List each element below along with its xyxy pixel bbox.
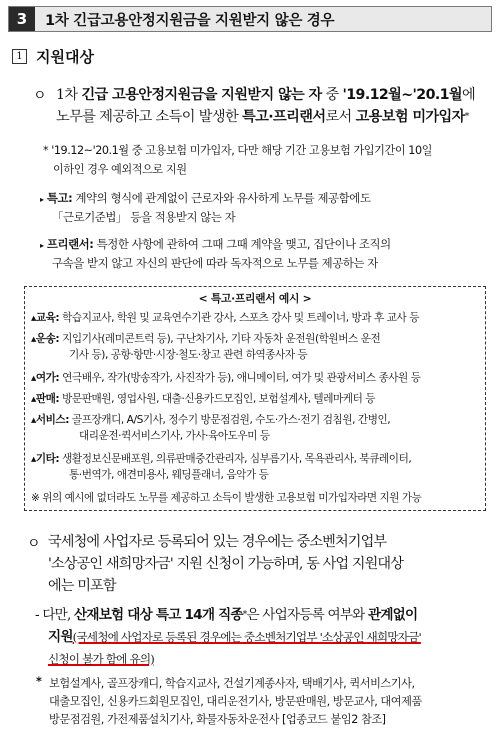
examples-title: < 특고·프리랜서 예시 > <box>198 292 312 305</box>
definition-freelancer: ▸ 프리랜서: 특정한 사항에 관하여 그때 그때 계약을 맺고, 집단이나 조직의 구속을 받지 않고 자신의 판단에 따라 독자적으로 노무를 제공하는 자 <box>40 237 391 270</box>
eligibility-paragraph <box>56 84 496 128</box>
subsection-heading <box>12 46 94 67</box>
exception-paragraph: - 다만, 산재보험 대상 특고 14개 직종*은 사업자등록 여부와 관계없이 지원(국세청에 사업자로 등록된 경우에는 중소벤처기업부 '소상공인 새희망자금' 신청이 불가 함에 유의) <box>35 607 421 666</box>
business-registration-paragraph: 국세청에 사업자로 등록되어 있는 경우에는 중소벤처기업부 '소상공인 새희망자금' 지원 신청이 가능하며, 동 사업 지원대상 에는 미포함 <box>48 534 404 594</box>
example-row-sales: ▴판매: 방문판매원, 영업사원, 대출·신용카드모집인, 보험설계사, 텔레마케터 등 <box>31 393 376 405</box>
example-row-other: ▴기타: 생활정보신문배포원, 의류판매중간관리자, 심부름기사, 목욕관리사, 북큐레이터, 통·번역가, 애견미용사, 웨딩플래너, 음악가 등 <box>31 453 412 481</box>
example-row-service: ▴서비스: 골프장캐디, A/S기사, 정수기 방문점검원, 수도·가스·전기 검침원, 간병인, 대리운전·퀵서비스기사, 가사·육아도우미 등 <box>31 414 391 442</box>
section-header-title: 1차 긴급고용안정지원금을 지원받지 않은 경우 <box>45 12 335 29</box>
eligibility-line-1: 1차 긴급 고용안정지원금을 지원받지 않는 자 중 '19.12월~'20.1월에 <box>56 87 476 103</box>
example-row-transport: ▴운송: 지입기사(레미콘트럭 등), 구난차기사, 기타 자동차 운전원(학원버스 운전 기사 등), 공항·항만·시장·철도·창고 관련 하역종사자 등 <box>31 333 381 361</box>
example-row-leisure: ▴여가: 연극배우, 작가(방송작가, 사진작가 등), 애니메이터, 여가 및 관광서비스 종사원 등 <box>31 372 421 384</box>
section-header <box>8 6 492 32</box>
definition-tukgo: ▸ 특고: 계약의 형식에 관계없이 근로자와 유사하게 노무를 제공함에도 「근로기준법」 등을 적용받지 않는 자 <box>40 191 371 224</box>
footnote-14-occupations: * 보험설계사, 골프장캐디, 학습지교사, 건설기계종사자, 택배기사, 퀵서비스기사, 대출모집인, 신용카드회원모집인, 대리운전기사, 방문판매원, 방문교사, 대여제품 방문점검원, 가전제품설치기사, 화물자동차운전사 [업종코드 붙임2 참조] <box>36 675 422 726</box>
section-number-badge: 3 <box>9 7 35 31</box>
footnote-insurance: * '19.12~'20.1월 중 고용보험 미가입자, 다만 해당 기간 고용보험 가입기간이 10일 이하인 경우 예외적으로 지원 <box>43 144 432 176</box>
examples-box <box>24 286 486 511</box>
eligibility-line-2: 노무를 제공하고 소득이 발생한 특고·프리랜서로서 고용보험 미가입자* <box>56 109 469 125</box>
subsection-title: 지원대상 <box>36 48 94 66</box>
example-row-education: ▴교육: 학습지교사, 학원 및 교육연수기관 강사, 스포츠 강사 및 트레이너, 방과 후 교사 등 <box>31 312 419 324</box>
examples-note: ※ 위의 예시에 없더라도 노무를 제공하고 소득이 발생한 고용보험 미가입자라면 지원 가능 <box>31 492 422 504</box>
circle-bullet: ㅇ <box>33 88 47 104</box>
circle-bullet-2: ㅇ <box>27 536 41 552</box>
subsection-marker: 1 <box>12 49 27 64</box>
